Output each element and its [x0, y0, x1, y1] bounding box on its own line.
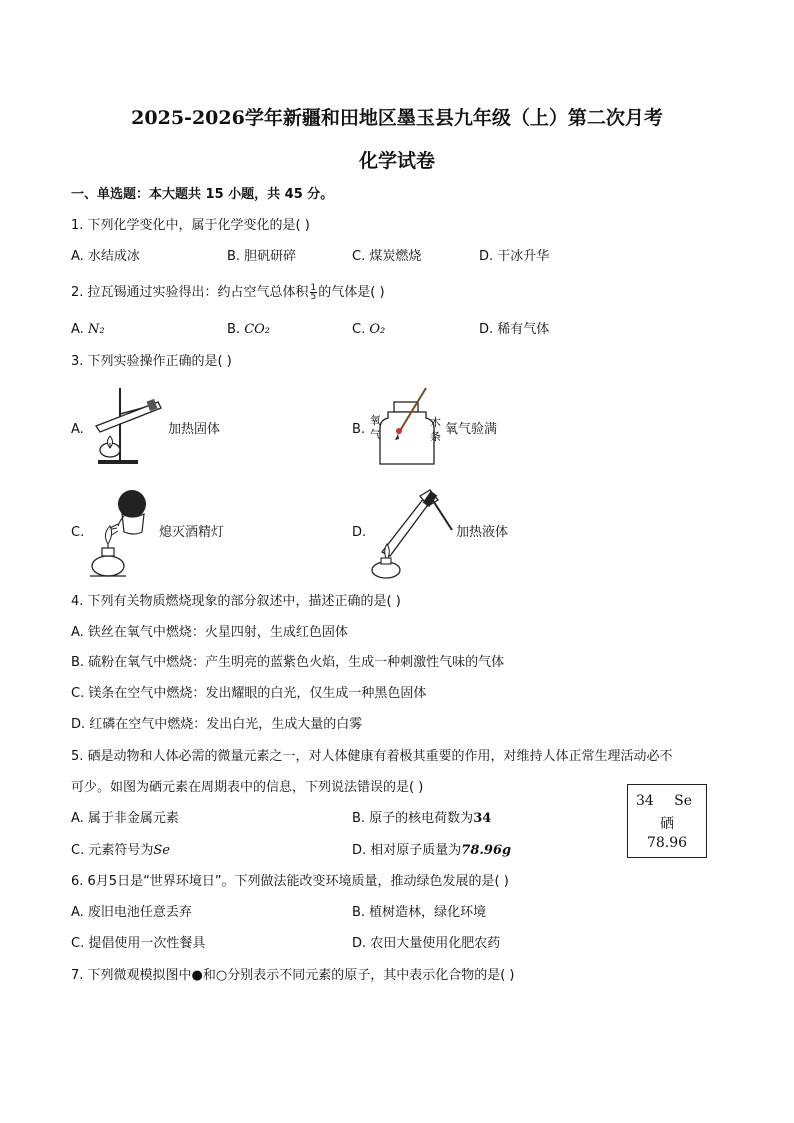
q5-c-text: C. 元素符号为: [71, 843, 154, 858]
q6-option-a: A. 废旧电池任意丢弃: [71, 905, 192, 920]
oxygen-label-top: 氧: [370, 414, 381, 427]
q2-option-a: [71, 321, 105, 339]
atomic-mass: 78.96: [646, 835, 688, 851]
q3-stem: 3. 下列实验操作正确的是( ): [71, 354, 232, 369]
q1-option-c: C. 煤炭燃烧: [352, 249, 422, 264]
element-symbol: Se: [674, 793, 692, 809]
q4-option-c: C. 镁条在空气中燃烧：发出耀眼的白光，仅生成一种黑色固体: [71, 686, 427, 701]
q3-option-d-caption: 加热液体: [456, 525, 509, 540]
q3-option-d-label: D.: [352, 525, 367, 540]
section-heading: 一、单选题：本大题共 15 小题，共 45 分。: [71, 187, 334, 202]
extinguish-lamp-figure: [90, 484, 160, 580]
q2-option-d: D. 稀有气体: [479, 322, 550, 337]
q2-stem-pre: 2. 拉瓦锡通过实验得出：约占空气总体积: [71, 285, 309, 300]
q1-option-b: B. 胆矾研碎: [227, 249, 297, 264]
q2-a-formula: N₂: [87, 322, 105, 337]
q5-b-value: 34: [473, 811, 492, 826]
q6-option-c: C. 提倡使用一次性餐具: [71, 936, 206, 951]
q3-option-a-label: A.: [71, 422, 84, 437]
q5-b-text: B. 原子的核电荷数为: [352, 811, 474, 826]
q6-option-d: D. 农田大量使用化肥农药: [352, 936, 501, 951]
q1-option-a: A. 水结成冰: [71, 249, 140, 264]
q2-option-b: [227, 321, 270, 339]
q6-option-b: B. 植树造林，绿化环境: [352, 905, 487, 920]
exam-title: 2025-2026学年新疆和田地区墨玉县九年级（上）第二次月考: [131, 107, 663, 129]
q2-b-formula: CO₂: [244, 322, 271, 337]
q2-b-label: B.: [227, 322, 245, 337]
exam-subtitle: 化学试卷: [358, 150, 435, 172]
q5-stem-line2: 可少。如图为硒元素在周期表中的信息，下列说法错误的是( ): [71, 780, 424, 795]
q4-option-a: A. 铁丝在氧气中燃烧：火星四射，生成红色固体: [71, 625, 348, 640]
q2-stem: [71, 284, 385, 302]
q2-stem-post: 的气体是( ): [318, 285, 385, 300]
q7-stem: 7. 下列微观模拟图中●和○分别表示不同元素的原子，其中表示化合物的是( ): [71, 968, 515, 983]
q5-option-b: [352, 810, 491, 828]
oxygen-test-figure: [368, 386, 446, 468]
heating-solid-figure: [88, 384, 168, 468]
q5-option-a: A. 属于非金属元素: [71, 811, 179, 826]
q2-frac-den: 5: [310, 292, 317, 302]
q3-option-a-caption: 加热固体: [168, 422, 221, 437]
q5-stem-line1: 5. 硒是动物和人体必需的微量元素之一，对人体健康有着极其重要的作用，对维持人体正常生理活动必不: [71, 749, 673, 764]
q3-option-b-caption: 氧气验满: [445, 422, 498, 437]
q2-a-label: A.: [71, 322, 88, 337]
q3-option-b-label: B.: [352, 422, 366, 437]
q2-frac-num: 1: [310, 283, 317, 293]
q2-option-c: [352, 321, 385, 339]
element-name: 硒: [660, 816, 674, 832]
q2-fraction: [310, 284, 318, 301]
q6-stem: 6. 6月5日是“世界环境日”。下列做法能改变环境质量，推动绿色发展的是( ): [71, 874, 509, 889]
q5-d-value: 78.96g: [461, 843, 512, 858]
q5-d-text: D. 相对原子质量为: [352, 843, 462, 858]
q3-option-c-caption: 熄灭酒精灯: [159, 525, 225, 540]
selenium-element-card: [627, 784, 707, 858]
q5-option-c: [71, 842, 170, 860]
q4-option-b: B. 硫粉在氧气中燃烧：产生明亮的蓝紫色火焰，生成一种刺激性气味的气体: [71, 655, 505, 670]
q2-c-formula: O₂: [369, 322, 386, 337]
q1-option-d: D. 干冰升华: [479, 249, 550, 264]
q5-option-d: [352, 842, 511, 860]
stick-label-top: 木: [430, 416, 441, 429]
stick-label-bottom: 条: [430, 430, 441, 443]
q1-stem: 1. 下列化学变化中，属于化学变化的是( ): [71, 218, 310, 233]
q5-c-value: Se: [153, 843, 170, 858]
atomic-number: 34: [636, 793, 654, 809]
heating-liquid-figure: [368, 488, 456, 580]
oxygen-label-bottom: 气: [370, 428, 381, 441]
q4-option-d: D. 红磷在空气中燃烧：发出白光，生成大量的白雾: [71, 717, 363, 732]
q2-c-label: C.: [352, 322, 370, 337]
q4-stem: 4. 下列有关物质燃烧现象的部分叙述中，描述正确的是( ): [71, 594, 401, 609]
q3-option-c-label: C.: [71, 525, 85, 540]
